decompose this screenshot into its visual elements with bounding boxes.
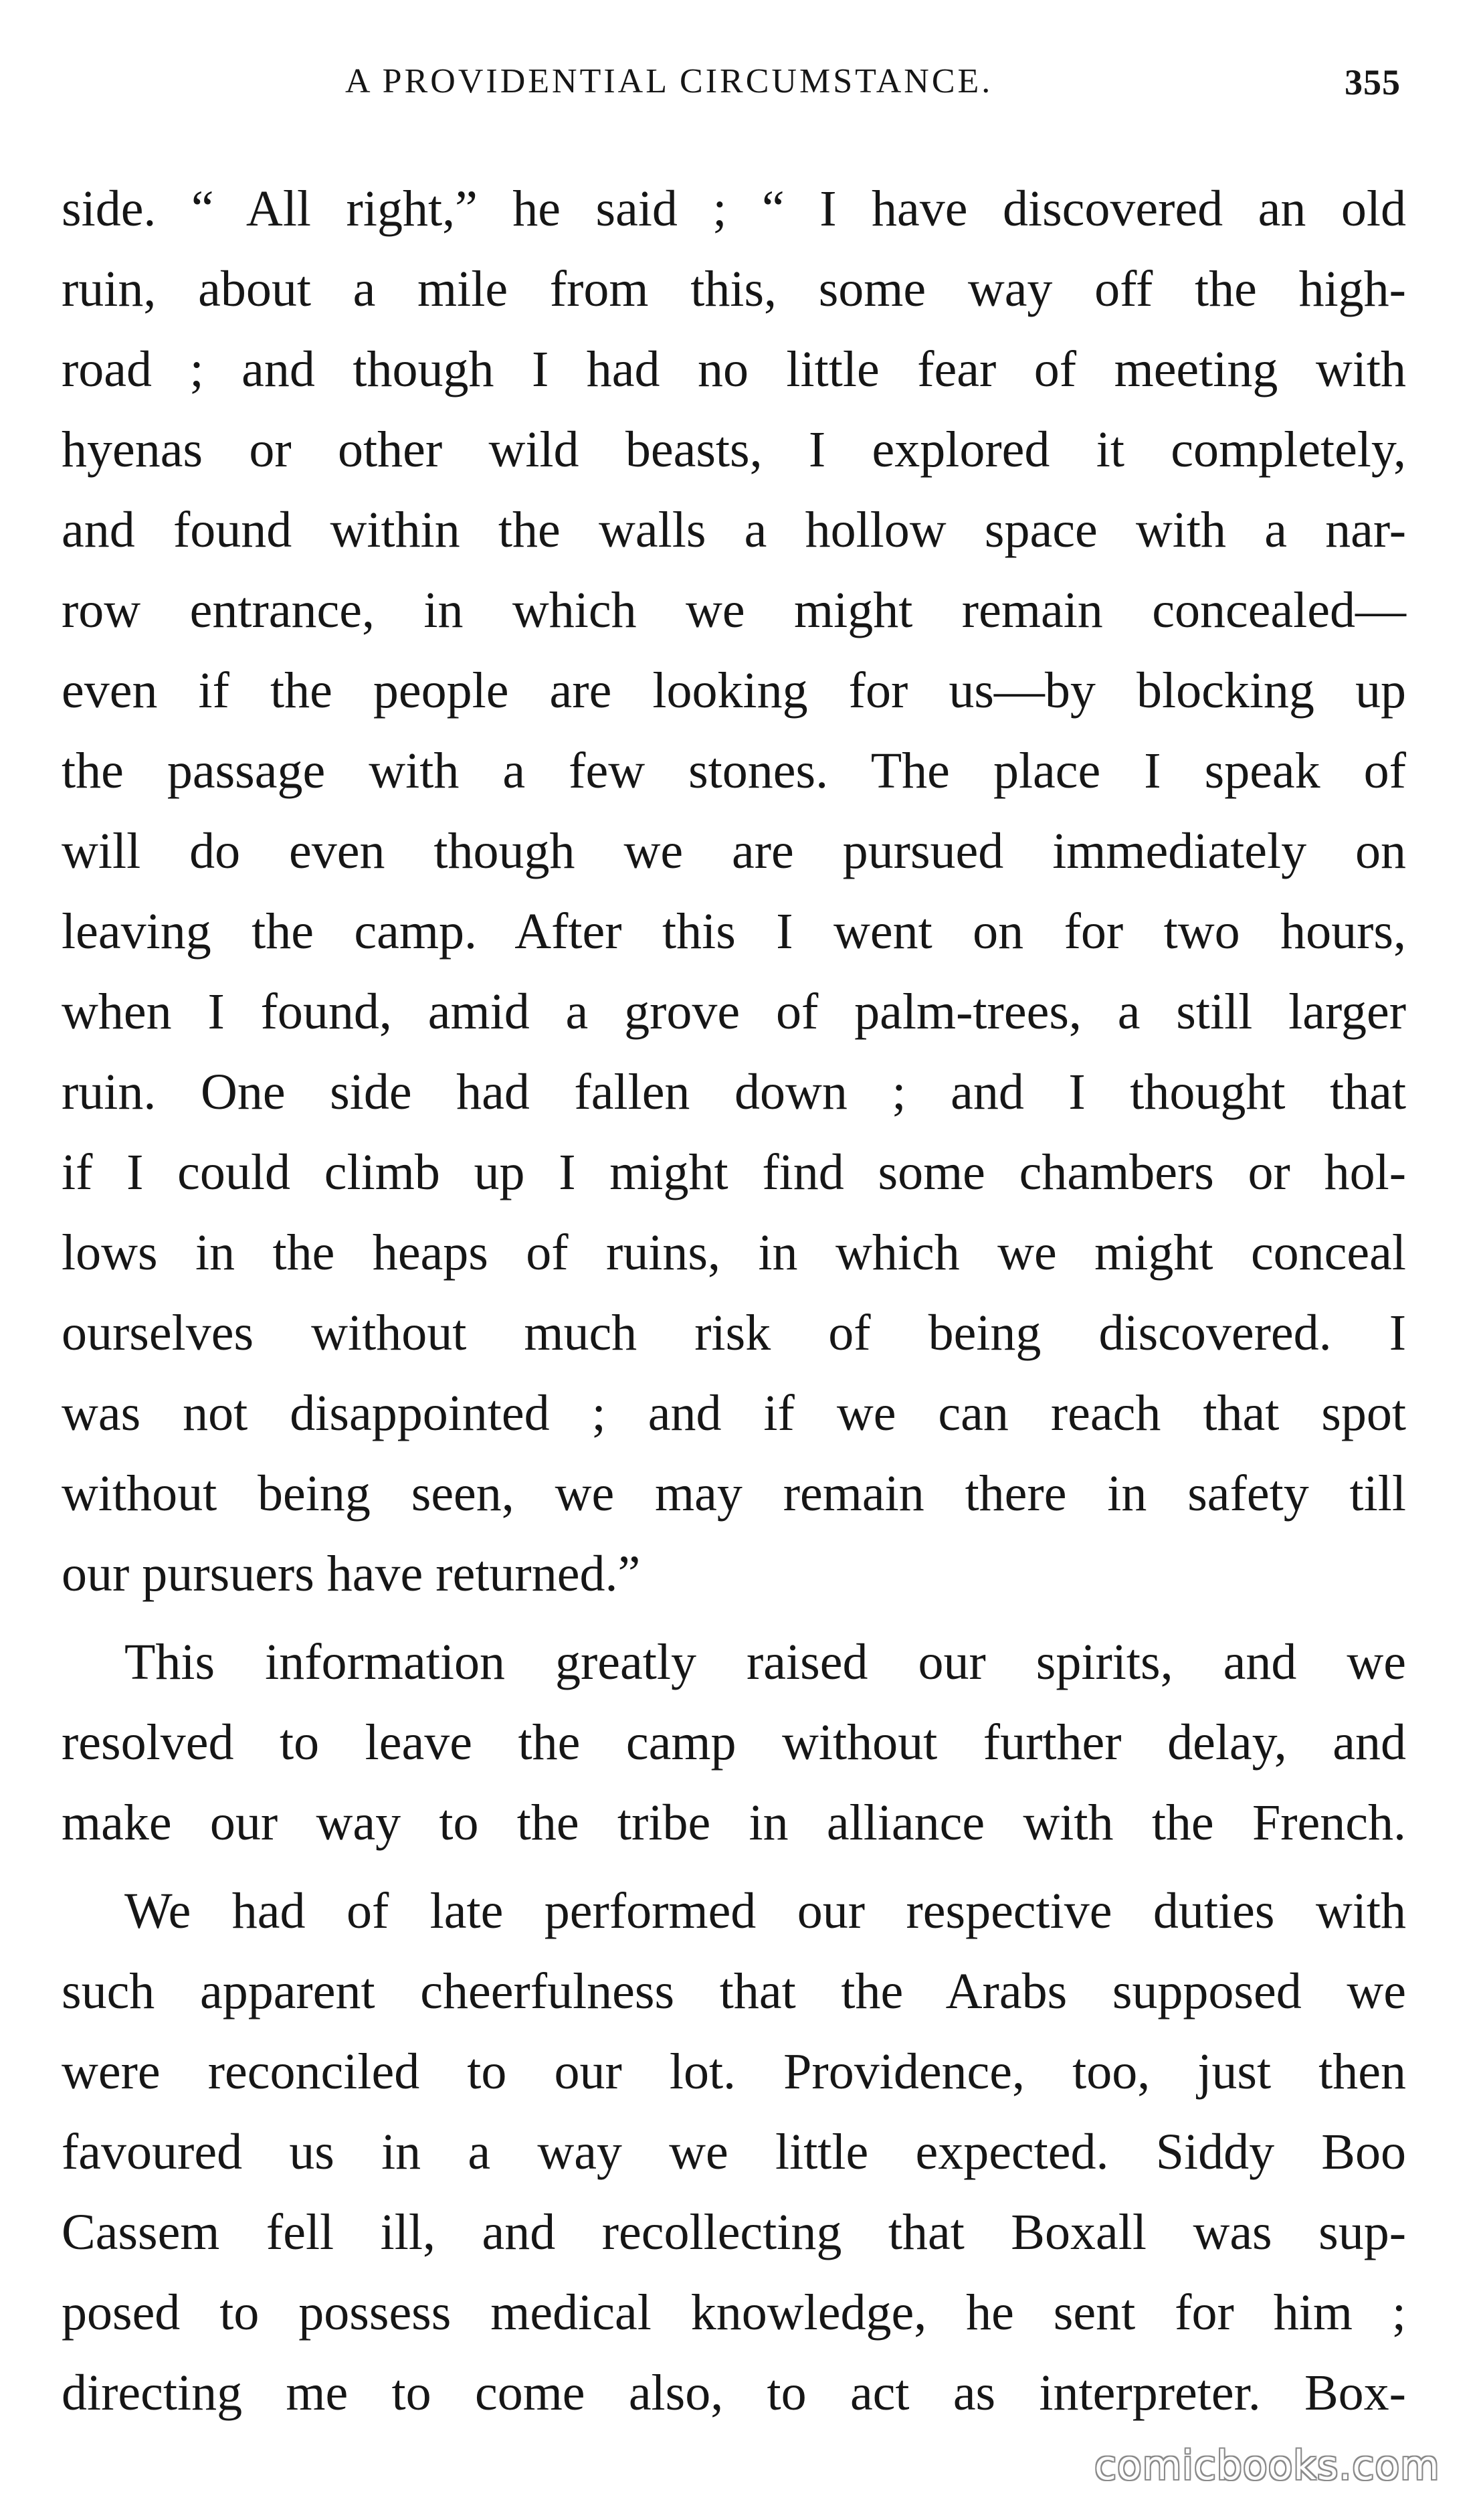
paragraph-gap xyxy=(62,1863,1406,1871)
text-line: the passage with a few stones. The place I speak of xyxy=(62,743,1406,799)
text-line: lows in the heaps of ruins, in which we might conceal xyxy=(62,1225,1406,1281)
paragraph-gap xyxy=(62,1614,1406,1622)
text-line: leaving the camp. After this I went on for two hours, xyxy=(62,903,1406,960)
page-number: 355 xyxy=(1345,62,1401,102)
text-line: when I found, amid a grove of palm-trees, a still larger xyxy=(62,984,1406,1040)
text-line: make our way to the tribe in alliance with the French. xyxy=(62,1795,1406,1851)
text-line: was not disappointed ; and if we can reach that spot xyxy=(62,1385,1406,1441)
text-line: were reconciled to our lot. Providence, too, just then xyxy=(62,2044,1406,2100)
running-title: A PROVIDENTIAL CIRCUMSTANCE. xyxy=(345,62,993,100)
text-line: We had of late performed our respective duties with xyxy=(124,1883,1406,1939)
text-line: if I could climb up I might find some chambers or hol- xyxy=(62,1144,1406,1200)
text-line: without being seen, we may remain there in safety till xyxy=(62,1465,1406,1522)
text-line: hyenas or other wild beasts, I explored it completely, xyxy=(62,422,1406,478)
text-line: Cassem fell ill, and recollecting that Boxall was sup- xyxy=(62,2204,1406,2260)
text-line: posed to possess medical knowledge, he sent for him ; xyxy=(62,2284,1406,2341)
text-line: This information greatly raised our spirits, and we xyxy=(124,1634,1406,1690)
text-line: our pursuers have returned.” xyxy=(62,1546,641,1602)
text-line: row entrance, in which we might remain concealed— xyxy=(62,582,1406,638)
running-header xyxy=(0,62,1477,122)
text-line: ruin. One side had fallen down ; and I thought that xyxy=(62,1064,1406,1120)
watermark: comicbooks.com xyxy=(1094,2442,1440,2489)
text-line: favoured us in a way we little expected. Siddy Boo xyxy=(62,2124,1406,2180)
text-line: and found within the walls a hollow space with a nar- xyxy=(62,502,1406,558)
text-line: resolved to leave the camp without further delay, and xyxy=(62,1714,1406,1771)
body-text xyxy=(62,169,1406,2433)
text-line: side. “ All right,” he said ; “ I have discovered an old xyxy=(62,181,1406,237)
text-line: will do even though we are pursued immediately on xyxy=(62,823,1406,879)
text-line: ruin, about a mile from this, some way off the high- xyxy=(62,261,1406,317)
text-line: road ; and though I had no little fear of meeting with xyxy=(62,341,1406,397)
text-line: ourselves without much risk of being discovered. I xyxy=(62,1305,1406,1361)
text-line: directing me to come also, to act as interpreter. Box- xyxy=(62,2365,1406,2421)
text-line: such apparent cheerfulness that the Arabs supposed we xyxy=(62,1963,1406,2019)
text-line: even if the people are looking for us—by blocking up xyxy=(62,662,1406,719)
